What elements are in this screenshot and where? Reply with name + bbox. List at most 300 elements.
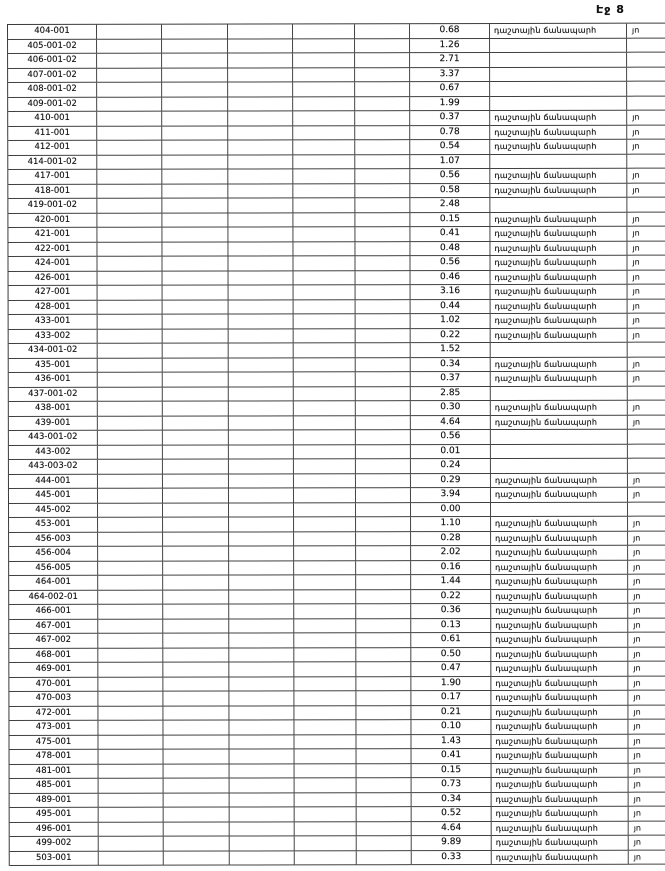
land-type-cell: դաշտային ճանապարհ bbox=[490, 140, 627, 155]
empty-cell bbox=[356, 590, 411, 605]
empty-cell bbox=[98, 648, 163, 663]
land-type-cell: դաշտային ճանապարհ bbox=[492, 792, 629, 807]
area-value-cell: 0.01 bbox=[411, 444, 491, 459]
edge-fragment-cell bbox=[627, 82, 665, 97]
land-type-cell: դաշտային ճանապարհ bbox=[490, 24, 627, 39]
table-row bbox=[10, 836, 665, 852]
empty-cell bbox=[356, 401, 411, 416]
table-row bbox=[9, 372, 665, 388]
edge-fragment-cell: յո bbox=[628, 270, 665, 285]
edge-fragment-cell: յո bbox=[627, 256, 665, 271]
land-type-cell: դաշտային ճանապարհ bbox=[490, 125, 627, 140]
table-row bbox=[9, 705, 665, 721]
area-value-cell: 9.89 bbox=[412, 836, 492, 851]
area-value-cell: 0.56 bbox=[410, 256, 490, 271]
edge-fragment-cell bbox=[627, 38, 665, 53]
table-row bbox=[10, 850, 665, 866]
empty-cell bbox=[98, 721, 163, 736]
empty-cell bbox=[98, 402, 163, 417]
area-value-cell: 0.34 bbox=[412, 792, 492, 807]
empty-cell bbox=[163, 518, 229, 533]
table-row bbox=[9, 647, 665, 663]
land-type-cell bbox=[491, 430, 628, 445]
land-type-cell: դաշտային ճանապարհ bbox=[491, 415, 628, 430]
edge-fragment-cell: յո bbox=[627, 111, 665, 126]
empty-cell bbox=[99, 837, 164, 852]
table-row bbox=[8, 82, 665, 98]
empty-cell bbox=[229, 488, 294, 503]
empty-cell bbox=[163, 387, 229, 402]
table-row bbox=[8, 241, 665, 257]
empty-cell bbox=[228, 126, 293, 141]
empty-cell bbox=[230, 851, 295, 866]
empty-cell bbox=[97, 242, 162, 257]
area-value-cell: 3.37 bbox=[410, 67, 490, 82]
empty-cell bbox=[229, 474, 294, 489]
empty-cell bbox=[356, 662, 411, 677]
empty-cell bbox=[357, 822, 412, 837]
empty-cell bbox=[293, 24, 355, 39]
empty-cell bbox=[355, 68, 410, 83]
empty-cell bbox=[229, 604, 294, 619]
area-value-cell: 0.24 bbox=[411, 459, 491, 474]
parcel-id-cell: 405-001-02 bbox=[8, 39, 97, 54]
empty-cell bbox=[229, 532, 294, 547]
land-type-cell: դաշտային ճանապարհ bbox=[492, 850, 629, 865]
empty-cell bbox=[162, 170, 228, 185]
empty-cell bbox=[98, 735, 163, 750]
empty-cell bbox=[355, 242, 410, 257]
table-row bbox=[9, 473, 665, 489]
table-row bbox=[9, 531, 665, 547]
area-value-cell: 0.78 bbox=[410, 125, 490, 140]
land-type-cell: դաշտային ճանապարհ bbox=[491, 604, 628, 619]
empty-cell bbox=[229, 300, 294, 315]
area-value-cell: 0.73 bbox=[412, 778, 492, 793]
empty-cell bbox=[356, 416, 411, 431]
parcel-id-cell: 443-002 bbox=[9, 445, 98, 460]
table-row bbox=[8, 256, 665, 272]
edge-fragment-cell bbox=[628, 386, 665, 401]
parcel-id-cell: 464-001 bbox=[9, 576, 98, 591]
area-value-cell: 0.58 bbox=[410, 183, 490, 198]
empty-cell bbox=[228, 53, 293, 68]
land-type-cell: դաշտային ճանապարհ bbox=[491, 299, 628, 314]
area-value-cell: 0.54 bbox=[410, 140, 490, 155]
empty-cell bbox=[295, 822, 357, 837]
empty-cell bbox=[356, 648, 411, 663]
parcel-table bbox=[7, 23, 665, 866]
table-row bbox=[9, 401, 665, 417]
edge-fragment-cell: յո bbox=[628, 473, 665, 488]
land-type-cell bbox=[491, 444, 628, 459]
parcel-id-cell: 445-002 bbox=[9, 503, 98, 518]
empty-cell bbox=[229, 633, 294, 648]
area-value-cell: 1.90 bbox=[411, 676, 491, 691]
land-type-cell: դաշտային ճանապարհ bbox=[491, 618, 628, 633]
empty-cell bbox=[294, 546, 356, 561]
land-type-cell: դաշտային ճանապարհ bbox=[490, 227, 627, 242]
empty-cell bbox=[228, 256, 293, 271]
land-type-cell: դաշտային ճանապարհ bbox=[491, 270, 628, 285]
table-row bbox=[10, 749, 665, 765]
area-value-cell: 0.56 bbox=[410, 169, 490, 184]
empty-cell bbox=[97, 213, 162, 228]
area-value-cell: 1.52 bbox=[411, 343, 491, 358]
empty-cell bbox=[356, 561, 411, 576]
area-value-cell: 0.22 bbox=[411, 589, 491, 604]
empty-cell bbox=[294, 720, 356, 735]
empty-cell bbox=[295, 793, 357, 808]
empty-cell bbox=[295, 764, 357, 779]
empty-cell bbox=[229, 459, 294, 474]
table-row bbox=[9, 676, 665, 692]
empty-cell bbox=[98, 561, 163, 576]
empty-cell bbox=[163, 648, 229, 663]
table-row bbox=[9, 575, 665, 591]
empty-cell bbox=[356, 575, 411, 590]
empty-cell bbox=[97, 83, 162, 98]
empty-cell bbox=[98, 532, 163, 547]
land-type-cell: դաշտային ճանապարհ bbox=[490, 241, 627, 256]
land-type-cell bbox=[490, 154, 627, 169]
edge-fragment-cell: յո bbox=[627, 24, 665, 39]
edge-fragment-cell: յո bbox=[627, 140, 665, 155]
empty-cell bbox=[229, 401, 294, 416]
empty-cell bbox=[295, 836, 357, 851]
table-row bbox=[9, 488, 665, 504]
edge-fragment-cell: յո bbox=[629, 807, 665, 822]
parcel-id-cell: 436-001 bbox=[9, 373, 98, 388]
empty-cell bbox=[293, 39, 355, 54]
empty-cell bbox=[293, 256, 355, 271]
edge-fragment-cell: յո bbox=[628, 633, 665, 648]
empty-cell bbox=[98, 373, 163, 388]
land-type-cell: դաշտային ճանապարհ bbox=[491, 705, 628, 720]
empty-cell bbox=[229, 561, 294, 576]
area-value-cell: 0.47 bbox=[411, 662, 491, 677]
edge-fragment-cell: յո bbox=[628, 647, 665, 662]
empty-cell bbox=[98, 518, 163, 533]
empty-cell bbox=[295, 851, 357, 866]
parcel-id-cell: 464-002-01 bbox=[9, 590, 98, 605]
area-value-cell: 0.15 bbox=[412, 763, 492, 778]
empty-cell bbox=[357, 836, 412, 851]
empty-cell bbox=[355, 155, 410, 170]
edge-fragment-cell: յո bbox=[629, 778, 665, 793]
empty-cell bbox=[164, 851, 230, 866]
empty-cell bbox=[356, 285, 411, 300]
parcel-id-cell: 496-001 bbox=[10, 822, 99, 837]
area-value-cell: 0.37 bbox=[411, 372, 491, 387]
edge-fragment-cell: յո bbox=[628, 328, 665, 343]
edge-fragment-cell: յո bbox=[629, 763, 665, 778]
empty-cell bbox=[294, 300, 356, 315]
edge-fragment-cell: յո bbox=[628, 734, 665, 749]
empty-cell bbox=[163, 532, 229, 547]
empty-cell bbox=[228, 97, 293, 112]
land-type-cell: դաշտային ճանապարհ bbox=[490, 212, 627, 227]
parcel-id-cell: 417-001 bbox=[8, 170, 97, 185]
empty-cell bbox=[294, 648, 356, 663]
edge-fragment-cell bbox=[627, 53, 665, 68]
parcel-id-cell: 411-001 bbox=[8, 126, 97, 141]
empty-cell bbox=[294, 358, 356, 373]
table-row bbox=[9, 691, 665, 707]
land-type-cell bbox=[490, 38, 627, 53]
empty-cell bbox=[355, 126, 410, 141]
empty-cell bbox=[294, 416, 356, 431]
area-value-cell: 4.64 bbox=[412, 821, 492, 836]
parcel-id-cell: 456-005 bbox=[9, 561, 98, 576]
table-row bbox=[9, 270, 665, 286]
table-row bbox=[8, 154, 665, 170]
empty-cell bbox=[356, 358, 411, 373]
land-type-cell bbox=[490, 82, 627, 97]
empty-cell bbox=[163, 692, 229, 707]
empty-cell bbox=[163, 416, 229, 431]
empty-cell bbox=[98, 634, 163, 649]
empty-cell bbox=[293, 198, 355, 213]
empty-cell bbox=[295, 807, 357, 822]
empty-cell bbox=[98, 692, 163, 707]
empty-cell bbox=[357, 749, 412, 764]
empty-cell bbox=[164, 779, 230, 794]
empty-cell bbox=[356, 271, 411, 286]
area-value-cell: 2.71 bbox=[410, 53, 490, 68]
parcel-id-cell: 485-001 bbox=[10, 779, 99, 794]
table-row bbox=[9, 285, 665, 301]
empty-cell bbox=[356, 474, 411, 489]
table-body bbox=[8, 24, 665, 866]
empty-cell bbox=[98, 474, 163, 489]
area-value-cell: 2.48 bbox=[410, 198, 490, 213]
table-row bbox=[8, 125, 665, 141]
empty-cell bbox=[99, 779, 164, 794]
parcel-id-cell: 408-001-02 bbox=[8, 83, 97, 98]
empty-cell bbox=[356, 532, 411, 547]
empty-cell bbox=[293, 140, 355, 155]
table-row bbox=[10, 821, 665, 837]
area-value-cell: 0.33 bbox=[412, 850, 492, 865]
empty-cell bbox=[356, 372, 411, 387]
empty-cell bbox=[355, 213, 410, 228]
area-value-cell: 0.13 bbox=[411, 618, 491, 633]
table-row bbox=[9, 720, 665, 736]
empty-cell bbox=[357, 851, 412, 866]
area-value-cell: 3.94 bbox=[411, 488, 491, 503]
parcel-id-cell: 472-001 bbox=[9, 706, 98, 721]
empty-cell bbox=[228, 68, 293, 83]
empty-cell bbox=[293, 97, 355, 112]
table-row bbox=[8, 96, 665, 112]
edge-fragment-cell: յո bbox=[628, 662, 665, 677]
parcel-id-cell: 475-001 bbox=[9, 735, 98, 750]
empty-cell bbox=[293, 68, 355, 83]
area-value-cell: 0.15 bbox=[410, 212, 490, 227]
edge-fragment-cell: յո bbox=[628, 546, 665, 561]
empty-cell bbox=[98, 329, 163, 344]
empty-cell bbox=[229, 387, 294, 402]
table-row bbox=[9, 734, 665, 750]
empty-cell bbox=[163, 402, 229, 417]
empty-cell bbox=[97, 228, 162, 243]
empty-cell bbox=[98, 416, 163, 431]
table-row bbox=[9, 589, 665, 605]
land-type-cell: դաշտային ճանապարհ bbox=[490, 183, 627, 198]
empty-cell bbox=[162, 126, 228, 141]
empty-cell bbox=[357, 764, 412, 779]
empty-cell bbox=[229, 285, 294, 300]
empty-cell bbox=[293, 242, 355, 257]
empty-cell bbox=[98, 547, 163, 562]
parcel-id-cell: 434-001-02 bbox=[9, 344, 98, 359]
edge-fragment-cell bbox=[627, 96, 665, 111]
empty-cell bbox=[294, 343, 356, 358]
area-value-cell: 0.34 bbox=[411, 357, 491, 372]
empty-cell bbox=[228, 155, 293, 170]
empty-cell bbox=[295, 749, 357, 764]
land-type-cell: դաշտային ճանապարհ bbox=[491, 589, 628, 604]
empty-cell bbox=[294, 735, 356, 750]
empty-cell bbox=[294, 401, 356, 416]
empty-cell bbox=[97, 155, 162, 170]
empty-cell bbox=[229, 575, 294, 590]
empty-cell bbox=[228, 111, 293, 126]
table-row bbox=[9, 314, 665, 330]
table-row bbox=[8, 169, 665, 185]
empty-cell bbox=[98, 387, 163, 402]
empty-cell bbox=[229, 677, 294, 692]
parcel-id-cell: 443-003-02 bbox=[9, 460, 98, 475]
land-type-cell bbox=[491, 502, 628, 517]
table-row bbox=[9, 343, 665, 359]
empty-cell bbox=[97, 25, 162, 40]
empty-cell bbox=[356, 459, 411, 474]
empty-cell bbox=[356, 604, 411, 619]
parcel-id-cell: 470-003 bbox=[9, 692, 98, 707]
area-value-cell: 0.67 bbox=[410, 82, 490, 97]
empty-cell bbox=[294, 706, 356, 721]
empty-cell bbox=[230, 778, 295, 793]
empty-cell bbox=[163, 677, 229, 692]
area-value-cell: 0.10 bbox=[411, 720, 491, 735]
edge-fragment-cell bbox=[628, 459, 665, 474]
empty-cell bbox=[356, 706, 411, 721]
parcel-id-cell: 489-001 bbox=[10, 793, 99, 808]
land-type-cell bbox=[490, 67, 627, 82]
empty-cell bbox=[355, 140, 410, 155]
empty-cell bbox=[164, 837, 230, 852]
parcel-id-cell: 418-001 bbox=[8, 184, 97, 199]
table-row bbox=[9, 517, 665, 533]
parcel-id-cell: 422-001 bbox=[8, 242, 97, 257]
land-type-cell: դաշտային ճանապարհ bbox=[491, 285, 628, 300]
table-row bbox=[10, 778, 665, 794]
parcel-id-cell: 443-001-02 bbox=[9, 431, 98, 446]
edge-fragment-cell: յո bbox=[628, 676, 665, 691]
area-value-cell: 0.21 bbox=[411, 705, 491, 720]
edge-fragment-cell: յո bbox=[628, 299, 665, 314]
empty-cell bbox=[356, 735, 411, 750]
table-row bbox=[9, 444, 665, 460]
edge-fragment-cell: յո bbox=[628, 691, 665, 706]
land-type-cell bbox=[491, 343, 628, 358]
empty-cell bbox=[97, 54, 162, 69]
empty-cell bbox=[97, 199, 162, 214]
empty-cell bbox=[294, 474, 356, 489]
empty-cell bbox=[98, 286, 163, 301]
area-value-cell: 1.02 bbox=[411, 314, 491, 329]
empty-cell bbox=[98, 677, 163, 692]
empty-cell bbox=[162, 25, 228, 40]
empty-cell bbox=[229, 517, 294, 532]
empty-cell bbox=[163, 706, 229, 721]
empty-cell bbox=[164, 793, 230, 808]
parcel-id-cell: 437-001-02 bbox=[9, 387, 98, 402]
edge-fragment-cell bbox=[627, 67, 665, 82]
land-type-cell: դաշտային ճանապարհ bbox=[491, 647, 628, 662]
empty-cell bbox=[294, 532, 356, 547]
land-type-cell: դաշտային ճանապարհ bbox=[491, 401, 628, 416]
empty-cell bbox=[99, 750, 164, 765]
parcel-id-cell: 438-001 bbox=[9, 402, 98, 417]
area-value-cell: 0.29 bbox=[411, 473, 491, 488]
land-type-cell: դաշտային ճանապարհ bbox=[490, 256, 627, 271]
page-number-label: Էջ 8 bbox=[596, 3, 625, 16]
empty-cell bbox=[355, 39, 410, 54]
land-type-cell: դաշտային ճանապարհ bbox=[491, 575, 628, 590]
edge-fragment-cell bbox=[628, 502, 665, 517]
empty-cell bbox=[97, 170, 162, 185]
land-type-cell: դաշտային ճանապարհ bbox=[491, 633, 628, 648]
empty-cell bbox=[294, 517, 356, 532]
empty-cell bbox=[294, 387, 356, 402]
edge-fragment-cell: յո bbox=[627, 212, 665, 227]
empty-cell bbox=[162, 39, 228, 54]
parcel-id-cell: 409-001-02 bbox=[8, 97, 97, 112]
empty-cell bbox=[356, 691, 411, 706]
parcel-id-cell: 419-001-02 bbox=[8, 199, 97, 214]
edge-fragment-cell bbox=[627, 154, 665, 169]
empty-cell bbox=[356, 517, 411, 532]
empty-cell bbox=[163, 431, 229, 446]
parcel-id-cell: 469-001 bbox=[9, 663, 98, 678]
land-type-cell bbox=[491, 386, 628, 401]
area-value-cell: 0.37 bbox=[410, 111, 490, 126]
edge-fragment-cell: յո bbox=[628, 357, 665, 372]
area-value-cell: 0.52 bbox=[412, 807, 492, 822]
empty-cell bbox=[294, 488, 356, 503]
empty-cell bbox=[293, 227, 355, 242]
empty-cell bbox=[97, 126, 162, 141]
empty-cell bbox=[228, 82, 293, 97]
empty-cell bbox=[357, 807, 412, 822]
empty-cell bbox=[229, 314, 294, 329]
empty-cell bbox=[98, 300, 163, 315]
area-value-cell: 0.68 bbox=[410, 24, 490, 39]
empty-cell bbox=[356, 343, 411, 358]
area-value-cell: 1.26 bbox=[410, 38, 490, 53]
table-row bbox=[9, 415, 665, 431]
empty-cell bbox=[163, 474, 229, 489]
area-value-cell: 0.46 bbox=[411, 270, 491, 285]
empty-cell bbox=[294, 604, 356, 619]
empty-cell bbox=[230, 749, 295, 764]
empty-cell bbox=[162, 199, 228, 214]
empty-cell bbox=[294, 372, 356, 387]
edge-fragment-cell bbox=[627, 198, 665, 213]
